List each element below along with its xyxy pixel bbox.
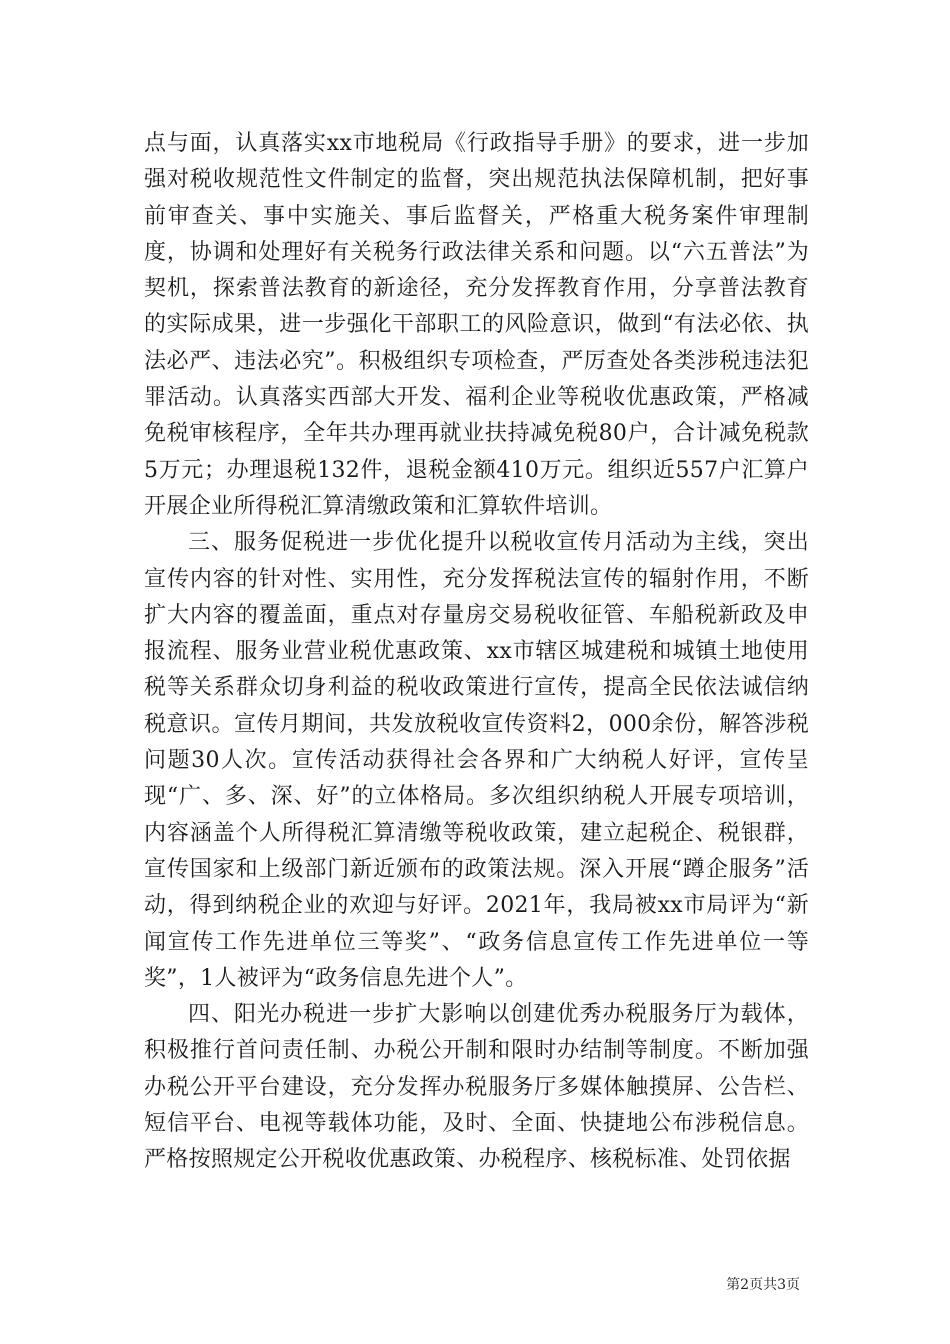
page-number: 第2页共3页 <box>726 1277 800 1293</box>
document-body <box>144 126 809 1179</box>
paragraph-continued: 点与面，认真落实xx市地税局《行政指导手册》的要求，进一步加强对税收规范性文件制定的监督，突出规范执法保障机制，把好事前审查关、事中实施关、事后监督关，严格重大税务案件审理制度，协调和处理好有关税务行政法律关系和问题。以“六五普法”为契机，探索普法教育的新途径，充分发挥教育作用，分享普法教育的实际成果，进一步强化干部职工的风险意识，做到“有法必依、执法必严、违法必究”。积极组织专项检查，严厉查处各类涉税违法犯罪活动。认真落实西部大开发、福利企业等税收优惠政策，严格减免税审核程序，全年共办理再就业扶持减免税80户，合计减免税款5万元；办理退税132件，退税金额410万元。组织近557户汇算户开展企业所得税汇算清缴政策和汇算软件培训。 <box>144 131 809 519</box>
paragraph-section-three: 三、服务促税进一步优化提升以税收宣传月活动为主线，突出宣传内容的针对性、实用性，充分发挥税法宣传的辐射作用，不断扩大内容的覆盖面，重点对存量房交易税收征管、车船税新政及申报流程、服务业营业税优惠政策、xx市辖区城建税和城镇土地使用税等关系群众切身利益的税收政策进行宣传，提高全民依法诚信纳税意识。宣传月期间，共发放税收宣传资料2，000余份，解答涉税问题30人次。宣传活动获得社会各界和广大纳税人好评，宣传呈现“广、多、深、好”的立体格局。多次组织纳税人开展专项培训，内容涵盖个人所得税汇算清缴等税收政策，建立起税企、税银群，宣传国家和上级部门新近颁布的政策法规。深入开展“蹲企服务”活动，得到纳税企业的欢迎与好评。2021年，我局被xx市局评为“新闻宣传工作先进单位三等奖”、“政务信息宣传工作先进单位一等奖”，1人被评为“政务信息先进个人”。 <box>144 530 809 991</box>
paragraph-section-four: 四、阳光办税进一步扩大影响以创建优秀办税服务厅为载体，积极推行首问责任制、办税公开制和限时办结制等制度。不断加强办税公开平台建设，充分发挥办税服务厅多媒体触摸屏、公告栏、短信平台、电视等载体功能，及时、全面、快捷地公布涉税信息。严格按照规定公开税收优惠政策、办税程序、核税标准、处罚依据 <box>144 1002 809 1173</box>
